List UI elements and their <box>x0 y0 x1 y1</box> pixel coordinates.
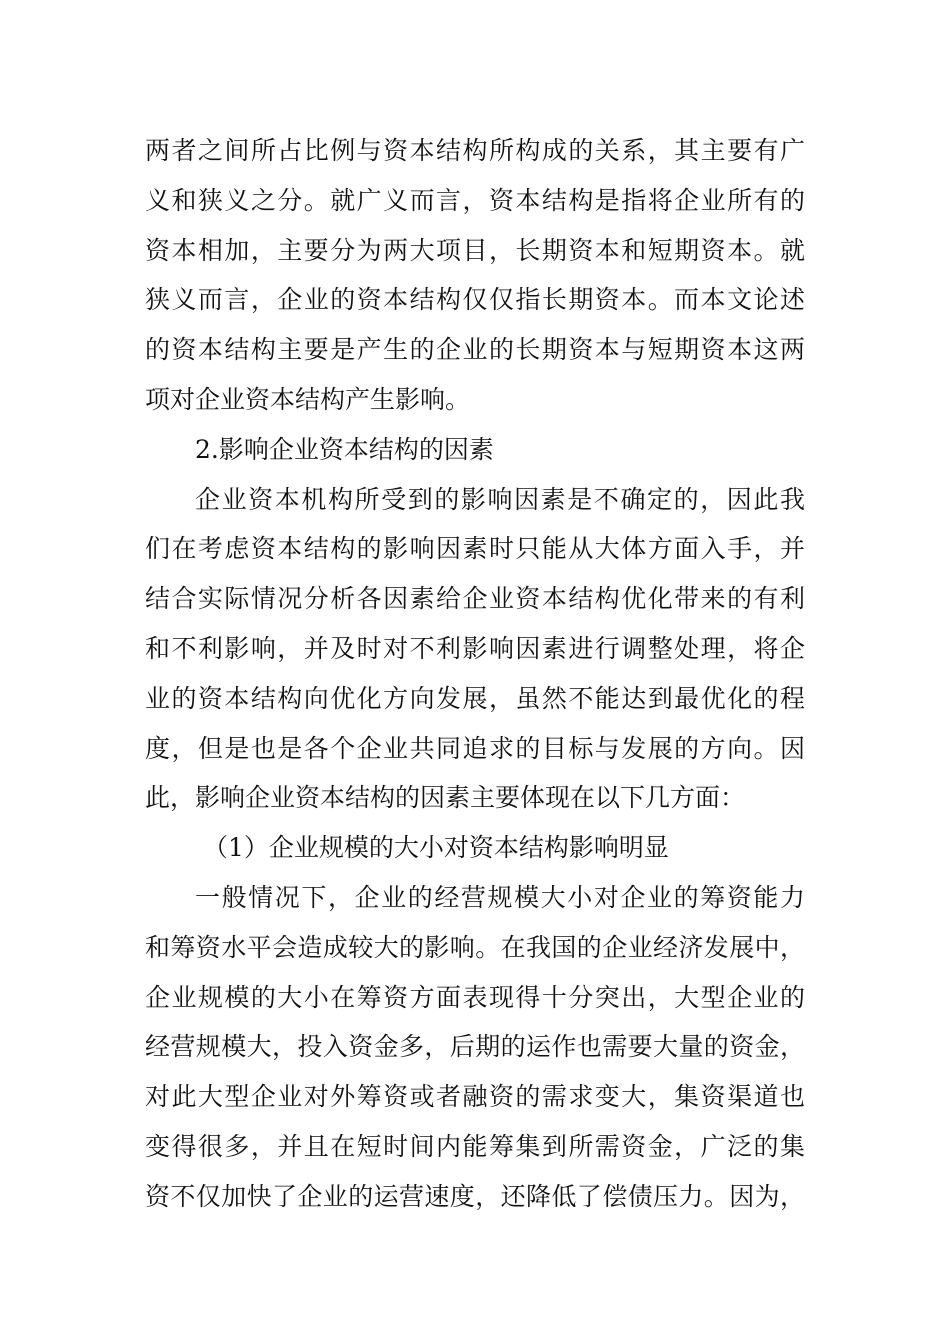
paragraph-first-line: 一般情况下，企业的经营规模大小对企业的筹资能力 <box>195 882 805 912</box>
body-line: 和筹资水平会造成较大的影响。在我国的企业经济发展中， <box>145 932 805 962</box>
paragraph-first-line: 企业资本机构所受到的影响因素是不确定的，因此我 <box>195 484 805 514</box>
body-line: 结合实际情况分析各因素给企业资本结构优化带来的有利 <box>145 584 805 614</box>
body-line: 狭义而言，企业的资本结构仅仅指长期资本。而本文论述 <box>145 285 805 315</box>
body-line: 两者之间所占比例与资本结构所构成的关系，其主要有广 <box>145 136 805 165</box>
body-line: 义和狭义之分。就广义而言，资本结构是指将企业所有的 <box>145 185 805 215</box>
body-line: 变得很多，并且在短时间内能筹集到所需资金，广泛的集 <box>145 1131 805 1161</box>
section-heading: 2.影响企业资本结构的因素 <box>195 434 494 464</box>
body-line: 们在考虑资本结构的影响因素时只能从大体方面入手，并 <box>145 534 805 564</box>
body-line: 资不仅加快了企业的运营速度，还降低了偿债压力。因为， <box>145 1181 805 1211</box>
body-line: 业的资本结构向优化方向发展，虽然不能达到最优化的程 <box>145 683 805 713</box>
body-line: 项对企业资本结构产生影响。 <box>145 384 471 414</box>
body-line: 度，但是也是各个企业共同追求的目标与发展的方向。因 <box>145 733 805 763</box>
subsection-heading: （1）企业规模的大小对资本结构影响明显 <box>203 833 669 863</box>
body-line: 对此大型企业对外筹资或者融资的需求变大，集资渠道也 <box>145 1082 805 1112</box>
body-line: 资本相加，主要分为两大项目，长期资本和短期资本。就 <box>145 235 805 265</box>
body-line: 和不利影响，并及时对不利影响因素进行调整处理，将企 <box>145 633 805 663</box>
body-line: 此，影响企业资本结构的因素主要体现在以下几方面： <box>145 783 746 813</box>
body-line: 的资本结构主要是产生的企业的长期资本与短期资本这两 <box>145 335 805 365</box>
body-line: 企业规模的大小在筹资方面表现得十分突出，大型企业的 <box>145 982 805 1012</box>
body-line: 经营规模大，投入资金多，后期的运作也需要大量的资金， <box>145 1032 805 1062</box>
document-body <box>145 126 805 1222</box>
